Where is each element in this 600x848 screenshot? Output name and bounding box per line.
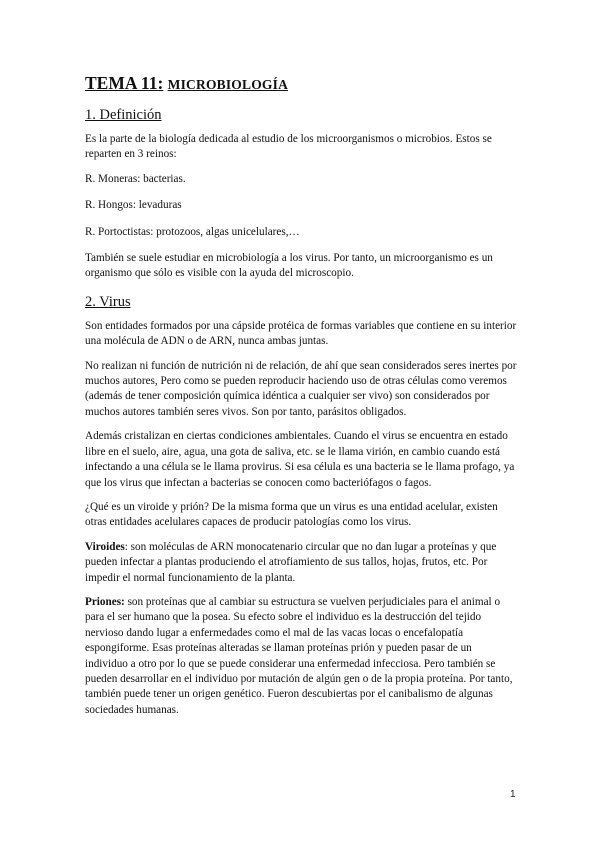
page-number: 1 [510,789,516,800]
list-item-hongos: R. Hongos: levaduras [85,199,182,212]
paragraph-virus-3: Además cristalizan en ciertas condiciones ambientales. Cuando el virus se encuentra en estado libre en el suelo, aire, agua, una gota de saliva, etc. se le llama virión, en cambio cuando está infectando a una célula se le llama provirus. Si esa célula es una bacteria se le llama profago, ya que los virus que infectan a bacterias se conocen como bacteriófagos o fagos. [85,430,515,489]
title-number: TEMA 11: [85,73,164,93]
section-heading-definicion: 1. Definición [85,107,162,123]
paragraph-virus-1: Son entidades formados por una cápside protéica de formas variables que contiene en su interior una molécula de ADN o de ARN, nunca ambas juntas. [85,319,517,348]
page-title [85,70,517,98]
paragraph-viroides [85,540,517,586]
list-item-protoctistas: R. Portoctistas: protozoos, algas unicelulares,… [85,225,300,238]
term-priones: Priones: [85,595,125,608]
list-item-moneras: R. Moneras: bacterias. [85,172,186,185]
paragraph-virus-4: ¿Qué es un viroide y prión? De la misma forma que un virus es una entidad acelular, existen otras entidades acelulares capaces de producir patologías como los virus. [85,500,498,529]
definition-priones: son proteínas que al cambiar su estructura se vuelven perjudiciales para el animal o para el ser humano que la posea. Su efecto sobre el individuo es la destrucción del tejido nervioso dando lugar a enfermedades como el mal de las vacas locas o encefalopatía espongiforme. Esas proteínas alteradas se llaman proteínas prión y pueden pasar de un individuo a otro por lo que se puede considerar una enfermedad infecciosa. Pero también se pueden desarrollar en el individuo por mutación de algún gen o de la propia proteína. Por tanto, también puede tener un origen genético. Fueron descubiertas por el canibalismo de algunas sociedades humanas. [85,595,513,716]
term-viroides: Viroides [85,540,125,553]
paragraph-priones [85,595,517,718]
title-name: MICROBIOLOGÍA [167,77,289,92]
definition-viroides: : son moléculas de ARN monocatenario circular que no dan lugar a proteínas y que pueden infectar a plantas produciendo el atrofiamiento de sus tallos, hojas, frutos, etc. Por impedir el normal funcionamiento de la planta. [85,540,497,584]
paragraph-definicion-virus: También se suele estudiar en microbiología a los virus. Por tanto, un microorganismo es un organismo que sólo es visible con la ayuda del microscopio. [85,252,493,280]
section-heading-virus: 2. Virus [85,293,131,310]
paragraph-definicion-intro: Es la parte de la biología dedicada al estudio de los microorganismos o microbios. Estos se reparten en 3 reinos: [85,133,492,161]
paragraph-virus-2: No realizan ni función de nutrición ni de relación, de ahí que sean considerados seres inertes por muchos autores, Pero como se pueden reproducir haciendo uso de otras células como veremos (además de tener composición química idéntica a cualquier ser vivo) son considerados por muchos autores también seres vivos. Son por tanto, parásitos obligados. [85,359,517,418]
document-page [85,70,517,727]
